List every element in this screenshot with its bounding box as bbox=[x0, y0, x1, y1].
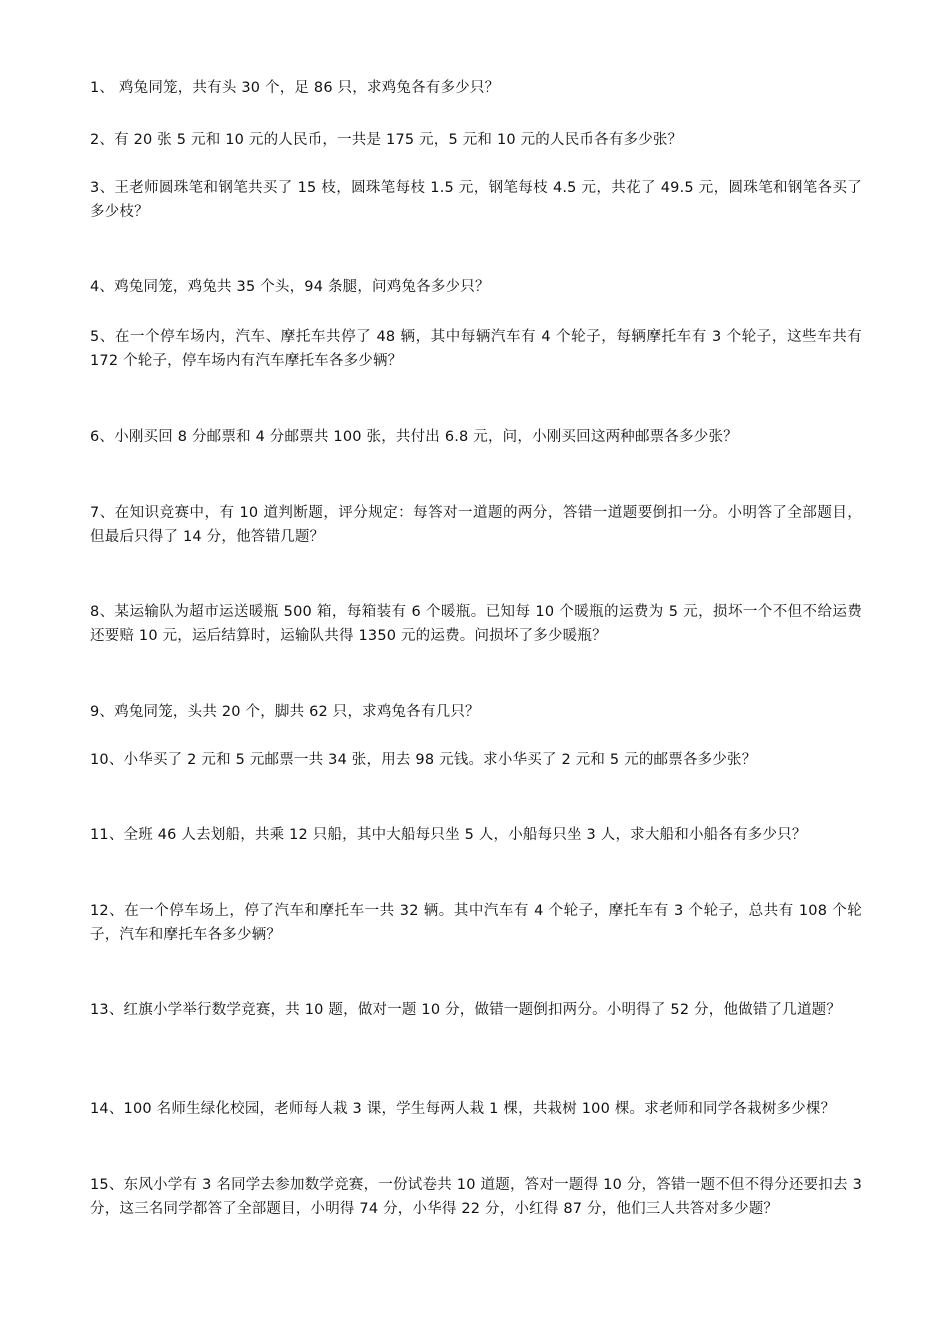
question-1: 1、 鸡兔同笼，共有头 30 个，足 86 只，求鸡兔各有多少只？ bbox=[90, 80, 500, 96]
question-4: 4、鸡兔同笼，鸡兔共 35 个头，94 条腿，问鸡兔各多少只？ bbox=[90, 279, 490, 295]
question-12: 12、在一个停车场上，停了汽车和摩托车一共 32 辆。其中汽车有 4 个轮子，摩托车有 3 个轮子，总共有 108 个轮子，汽车和摩托车各多少辆？ bbox=[90, 903, 862, 943]
question-9: 9、鸡兔同笼，头共 20 个，脚共 62 只，求鸡兔各有几只？ bbox=[90, 704, 480, 720]
question-8: 8、某运输队为超市运送暖瓶 500 箱，每箱装有 6 个暖瓶。已知每 10 个暖瓶的运费为 5 元，损坏一个不但不给运费还要赔 10 元，运后结算时，运输队共得 1350 元的运费。问损坏了多少暖瓶？ bbox=[90, 604, 862, 644]
question-14: 14、100 名师生绿化校园，老师每人栽 3 课，学生每两人栽 1 棵，共栽树 100 棵。求老师和同学各栽树多少棵？ bbox=[90, 1101, 836, 1117]
question-5: 5、在一个停车场内，汽车、摩托车共停了 48 辆，其中每辆汽车有 4 个轮子，每辆摩托车有 3 个轮子，这些车共有 172 个轮子，停车场内有汽车摩托车各多少辆？ bbox=[90, 329, 862, 369]
question-6: 6、小刚买回 8 分邮票和 4 分邮票共 100 张，共付出 6.8 元，问，小刚买回这两种邮票各多少张？ bbox=[90, 429, 738, 445]
question-7: 7、在知识竞赛中，有 10 道判断题，评分规定：每答对一道题的两分，答错一道题要倒扣一分。小明答了全部题目，但最后只得了 14 分，他答错几题？ bbox=[90, 505, 862, 545]
question-13: 13、红旗小学举行数学竞赛，共 10 题，做对一题 10 分，做错一题倒扣两分。小明得了 52 分，他做错了几道题？ bbox=[90, 1002, 842, 1018]
question-15: 15、东风小学有 3 名同学去参加数学竞赛，一份试卷共 10 道题，答对一题得 10 分，答错一题不但不得分还要扣去 3 分，这三名同学都答了全部题目，小明得 74 分，小华得 22 分，小红得 87 分，他们三人共答对多少题？ bbox=[90, 1177, 862, 1217]
question-11: 11、全班 46 人去划船，共乘 12 只船，其中大船每只坐 5 人，小船每只坐 3 人，求大船和小船各有多少只？ bbox=[90, 827, 807, 843]
question-3: 3、王老师圆珠笔和钢笔共买了 15 枝，圆珠笔每枝 1.5 元，钢笔每枝 4.5 元，共花了 49.5 元，圆珠笔和钢笔各买了多少枝？ bbox=[90, 180, 862, 220]
question-10: 10、小华买了 2 元和 5 元邮票一共 34 张，用去 98 元钱。求小华买了 2 元和 5 元的邮票各多少张？ bbox=[90, 752, 757, 768]
question-2: 2、有 20 张 5 元和 10 元的人民币，一共是 175 元，5 元和 10 元的人民币各有多少张？ bbox=[90, 132, 683, 148]
